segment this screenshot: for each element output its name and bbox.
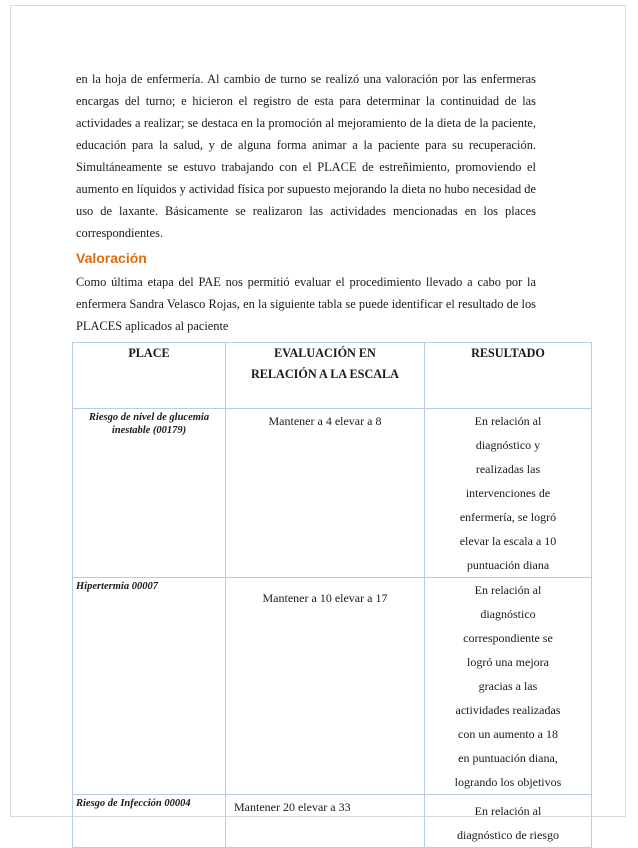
header-evaluacion: EVALUACIÓN EN RELACIÓN A LA ESCALA <box>226 343 425 409</box>
row-evaluacion: Mantener a 10 elevar a 17 <box>226 578 425 795</box>
row-place: Riesgo de Infección 00004 <box>73 795 226 848</box>
results-table <box>72 342 592 848</box>
section-heading: Valoración <box>76 250 147 266</box>
table-row <box>73 409 592 578</box>
header-resultado: RESULTADO <box>425 343 592 409</box>
intro-paragraph: en la hoja de enfermería. Al cambio de turno se realizó una valoración por las enfermeras encargas del turno; e hicieron el registro de esta para determinar la continuidad de las actividades a realizar; se destaca en la promoción al mejoramiento de la dieta de la paciente, educación para la salud, y de alguna forma animar a la paciente para su recuperación. Simultáneamente se estuvo trabajando con el PLACE de estreñimiento, promoviendo el aumento en líquidos y actividad física por supuesto mejorando la dieta no hubo necesidad de uso de laxante. Básicamente se realizaron las actividades mencionadas en los places correspondientes. <box>76 72 536 240</box>
row-place: Hipertermia 00007 <box>73 578 226 795</box>
row-place: Riesgo de nivel de glucemia inestable (00179) <box>73 409 226 578</box>
row-evaluacion: Mantener 20 elevar a 33 <box>226 795 425 848</box>
table-header-row <box>73 343 592 409</box>
row-resultado: En relación al diagnóstico correspondiente se logró una mejora gracias a las actividades realizadas con un aumento a 18 en puntuación diana, logrando los objetivos <box>425 578 592 795</box>
row-evaluacion: Mantener a 4 elevar a 8 <box>226 409 425 578</box>
table-row <box>73 795 592 848</box>
section-paragraph: Como última etapa del PAE nos permitió evaluar el procedimiento llevado a cabo por la enfermera Sandra Velasco Rojas, en la siguiente tabla se puede identificar el resultado de los PLACES aplicados al paciente <box>76 275 536 333</box>
row-resultado: En relación al diagnóstico y realizadas las intervenciones de enfermería, se logró elevar la escala a 10 puntuación diana <box>425 409 592 578</box>
header-place: PLACE <box>73 343 226 409</box>
row-resultado: En relación al diagnóstico de riesgo <box>425 795 592 848</box>
table-row <box>73 578 592 795</box>
document-body <box>76 68 562 848</box>
